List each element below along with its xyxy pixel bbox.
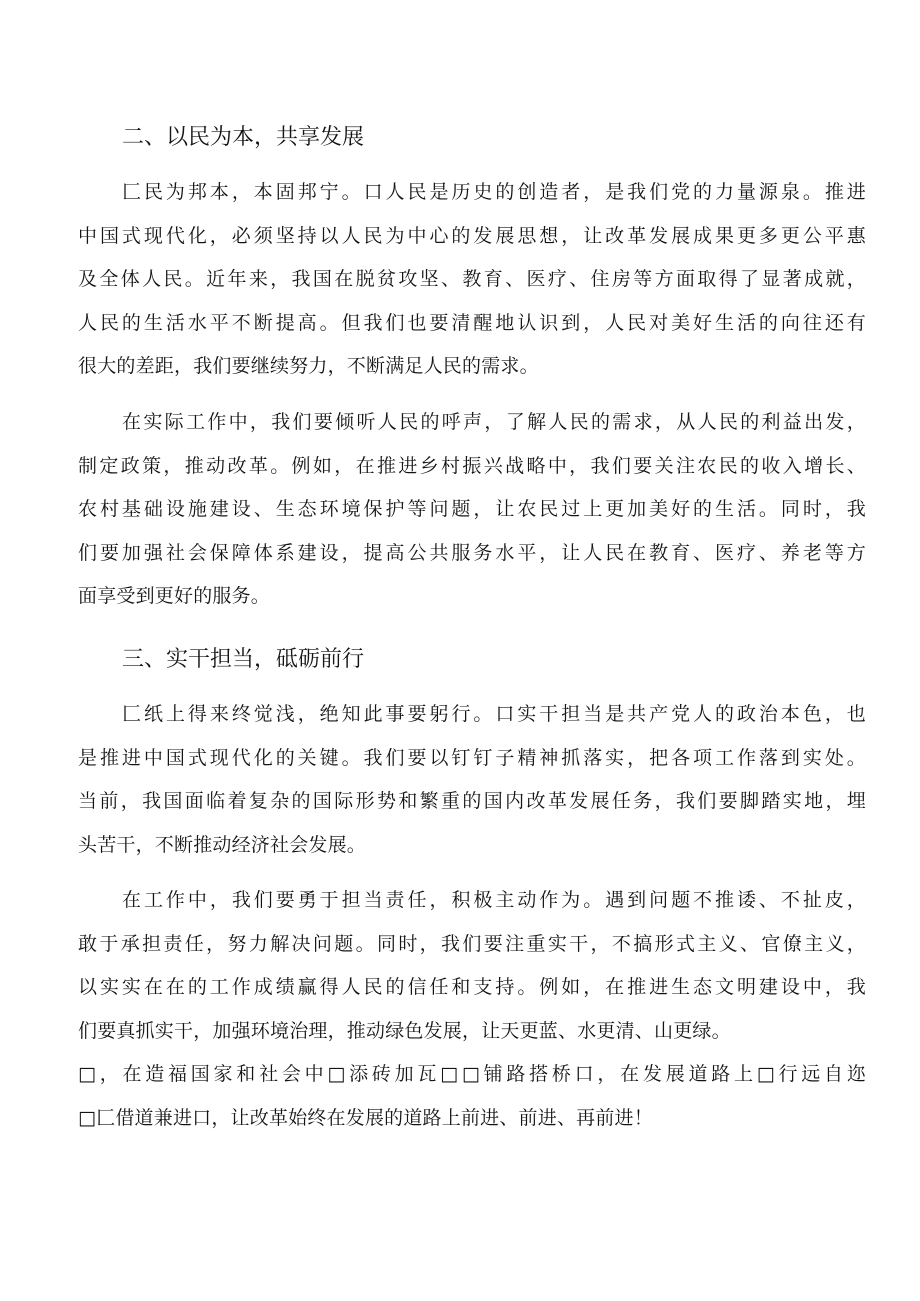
paragraph-line: 中国式现代化，必须坚持以人民为中心的发展思想，让改革发展成果更多更公平惠 <box>78 224 866 247</box>
paragraph-line: 头苦干，不断推动经济社会发展。 <box>78 833 367 856</box>
paragraph-line: 很大的差距，我们要继续努力，不断满足人民的需求。 <box>78 355 539 378</box>
section-2-heading: 二、以民为本，共享发展 <box>122 125 365 150</box>
paragraph-line: 当前，我国面临着复杂的国际形势和繁重的国内改革发展任务，我们要脚踏实地，埋 <box>78 790 866 813</box>
paragraph-line: □，在造福国家和社会中□添砖加瓦□□铺路搭桥口，在发展道路上□行远自迩 <box>78 1063 866 1086</box>
paragraph-line: □匚借道兼进口，让改革始终在发展的道路上前进、前进、再前进！ <box>78 1106 653 1129</box>
paragraph-line: 匚民为邦本，本固邦宁。口人民是历史的创造者，是我们党的力量源泉。推进 <box>122 181 866 203</box>
paragraph-line: 们要真抓实干，加强环境治理，推动绿色发展，让天更蓝、水更清、山更绿。 <box>78 1019 731 1042</box>
section-3-paragraph-1 <box>78 693 866 867</box>
paragraph-line: 制定政策，推动改革。例如，在推进乡村振兴战略中，我们要关注农民的收入增长、 <box>78 454 866 477</box>
section-2-paragraph-1 <box>78 171 866 389</box>
paragraph-line: 们要加强社会保障体系建设，提高公共服务水平，让人民在教育、医疗、养老等方 <box>78 541 866 564</box>
section-3-paragraph-2 <box>78 879 866 1141</box>
paragraph-line: 是推进中国式现代化的关键。我们要以钉钉子精神抓落实，把各项工作落到实处。 <box>78 746 866 769</box>
paragraph-line: 农村基础设施建设、生态环境保护等问题，让农民过上更加美好的生活。同时，我 <box>78 498 866 521</box>
paragraph-line: 在工作中，我们要勇于担当责任，积极主动作为。遇到问题不推诿、不扯皮， <box>122 889 866 911</box>
paragraph-line: 敢于承担责任，努力解决问题。同时，我们要注重实干，不搞形式主义、官僚主义， <box>78 932 866 955</box>
section-2-paragraph-2 <box>78 401 866 619</box>
paragraph-line: 及全体人民。近年来，我国在脱贫攻坚、教育、医疗、住房等方面取得了显著成就， <box>78 268 866 291</box>
paragraph-line: 在实际工作中，我们要倾听人民的呼声，了解人民的需求，从人民的利益出发， <box>122 411 866 433</box>
paragraph-line: 人民的生活水平不断提高。但我们也要清醒地认识到，人民对美好生活的向往还有 <box>78 311 866 334</box>
paragraph-line: 以实实在在的工作成绩赢得人民的信任和支持。例如，在推进生态文明建设中，我 <box>78 976 866 999</box>
paragraph-line: 匚纸上得来终觉浅，绝知此事要躬行。口实干担当是共产党人的政治本色，也 <box>122 703 866 725</box>
section-3-heading: 三、实干担当，砥砺前行 <box>122 647 365 672</box>
paragraph-line: 面享受到更好的服务。 <box>78 585 271 608</box>
